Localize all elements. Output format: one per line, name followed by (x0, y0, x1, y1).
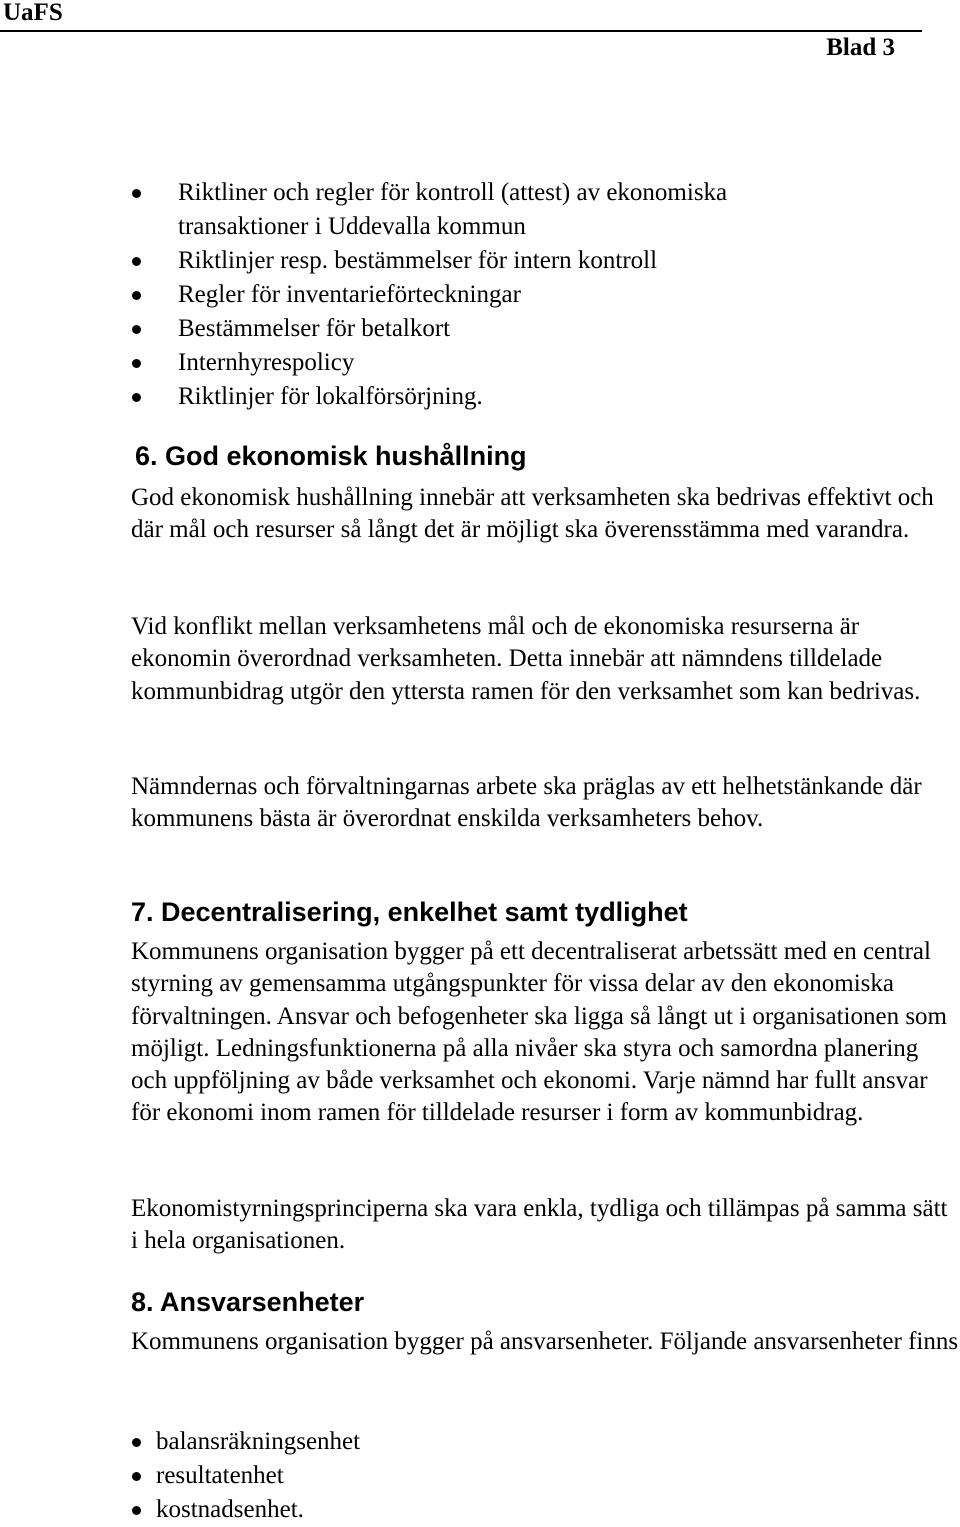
document-code: UaFS (3, 0, 63, 26)
list-item (0, 1493, 700, 1527)
list-item (0, 346, 782, 380)
list-item-text: Regler för inventarieförteckningar (178, 281, 521, 308)
list-item-text: resultatenhet (156, 1462, 284, 1489)
section-6-paragraph: God ekonomisk hushållning innebär att verksamheten ska bedrivas effektivt och där mål och resurser så långt det är möjligt ska överensstämma med varandra. (131, 484, 934, 544)
list-item-text: balansräkningsenhet (156, 1428, 361, 1455)
list-item-text: Riktlinjer resp. bestämmelser för intern kontroll (178, 247, 658, 274)
section-8-heading: 8. Ansvarsenheter (131, 1287, 365, 1317)
section-7-heading: 7. Decentralisering, enkelhet samt tydlighet (131, 897, 688, 927)
list-item-text: Internhyrespolicy (178, 349, 355, 376)
list-item-text: Riktlinjer för lokalförsörjning. (178, 383, 483, 410)
policy-documents-list (0, 176, 782, 414)
bullet-icon (132, 1506, 141, 1515)
bullet-icon (132, 189, 141, 198)
list-item (0, 312, 782, 346)
section-7-paragraph: Ekonomistyrningsprinciperna ska vara enkla, tydliga och tillämpas på samma sätt i hela organisationen. (131, 1195, 948, 1255)
responsibility-units-list (0, 1425, 700, 1527)
section-8-paragraph: Kommunens organisation bygger på ansvarsenheter. Följande ansvarsenheter finns (131, 1328, 959, 1355)
page-number-label: Blad 3 (826, 34, 895, 61)
page-header (0, 0, 960, 70)
bullet-icon (132, 325, 141, 334)
section-6-heading: 6. God ekonomisk hushållning (135, 441, 527, 471)
bullet-icon (132, 393, 141, 402)
list-item (0, 278, 782, 312)
list-item (0, 1425, 700, 1459)
list-item (0, 1459, 700, 1493)
section-6-paragraph: Vid konflikt mellan verksamhetens mål och de ekonomiska resurserna är ekonomin överordnad verksamheten. Detta innebär att nämndens tilldelade kommunbidrag utgör den yttersta ramen för den verksamhet som kan bedrivas. (131, 613, 921, 705)
header-divider (0, 30, 922, 32)
list-item-text: kostnadsenhet. (156, 1496, 304, 1523)
list-item (0, 380, 782, 414)
list-item-text: Bestämmelser för betalkort (178, 315, 451, 342)
bullet-icon (132, 257, 141, 266)
bullet-icon (132, 359, 141, 368)
list-item (0, 176, 782, 244)
bullet-icon (132, 1438, 141, 1447)
section-6-paragraph: Nämndernas och förvaltningarnas arbete ska präglas av ett helhetstänkande där kommunens bästa är överordnat enskilda verksamheters behov. (131, 773, 922, 833)
list-item (0, 244, 782, 278)
bullet-icon (132, 291, 141, 300)
bullet-icon (132, 1472, 141, 1481)
section-7-paragraph: Kommunens organisation bygger på ett decentraliserat arbetssätt med en central styrning av gemensamma utgångspunkter för vissa delar av den ekonomiska förvaltningen. Ansvar och befogenheter ska ligga så långt ut i organisationen som möjligt. Ledningsfunktionerna på alla nivåer ska styra och samordna planering och uppföljning av både verksamhet och ekonomi. Varje nämnd har fullt ansvar för ekonomi inom ramen för tilldelade resurser i form av kommunbidrag. (131, 938, 948, 1127)
list-item-text: Riktliner och regler för kontroll (attest) av ekonomiska transaktioner i Uddevalla kommun (178, 179, 728, 240)
